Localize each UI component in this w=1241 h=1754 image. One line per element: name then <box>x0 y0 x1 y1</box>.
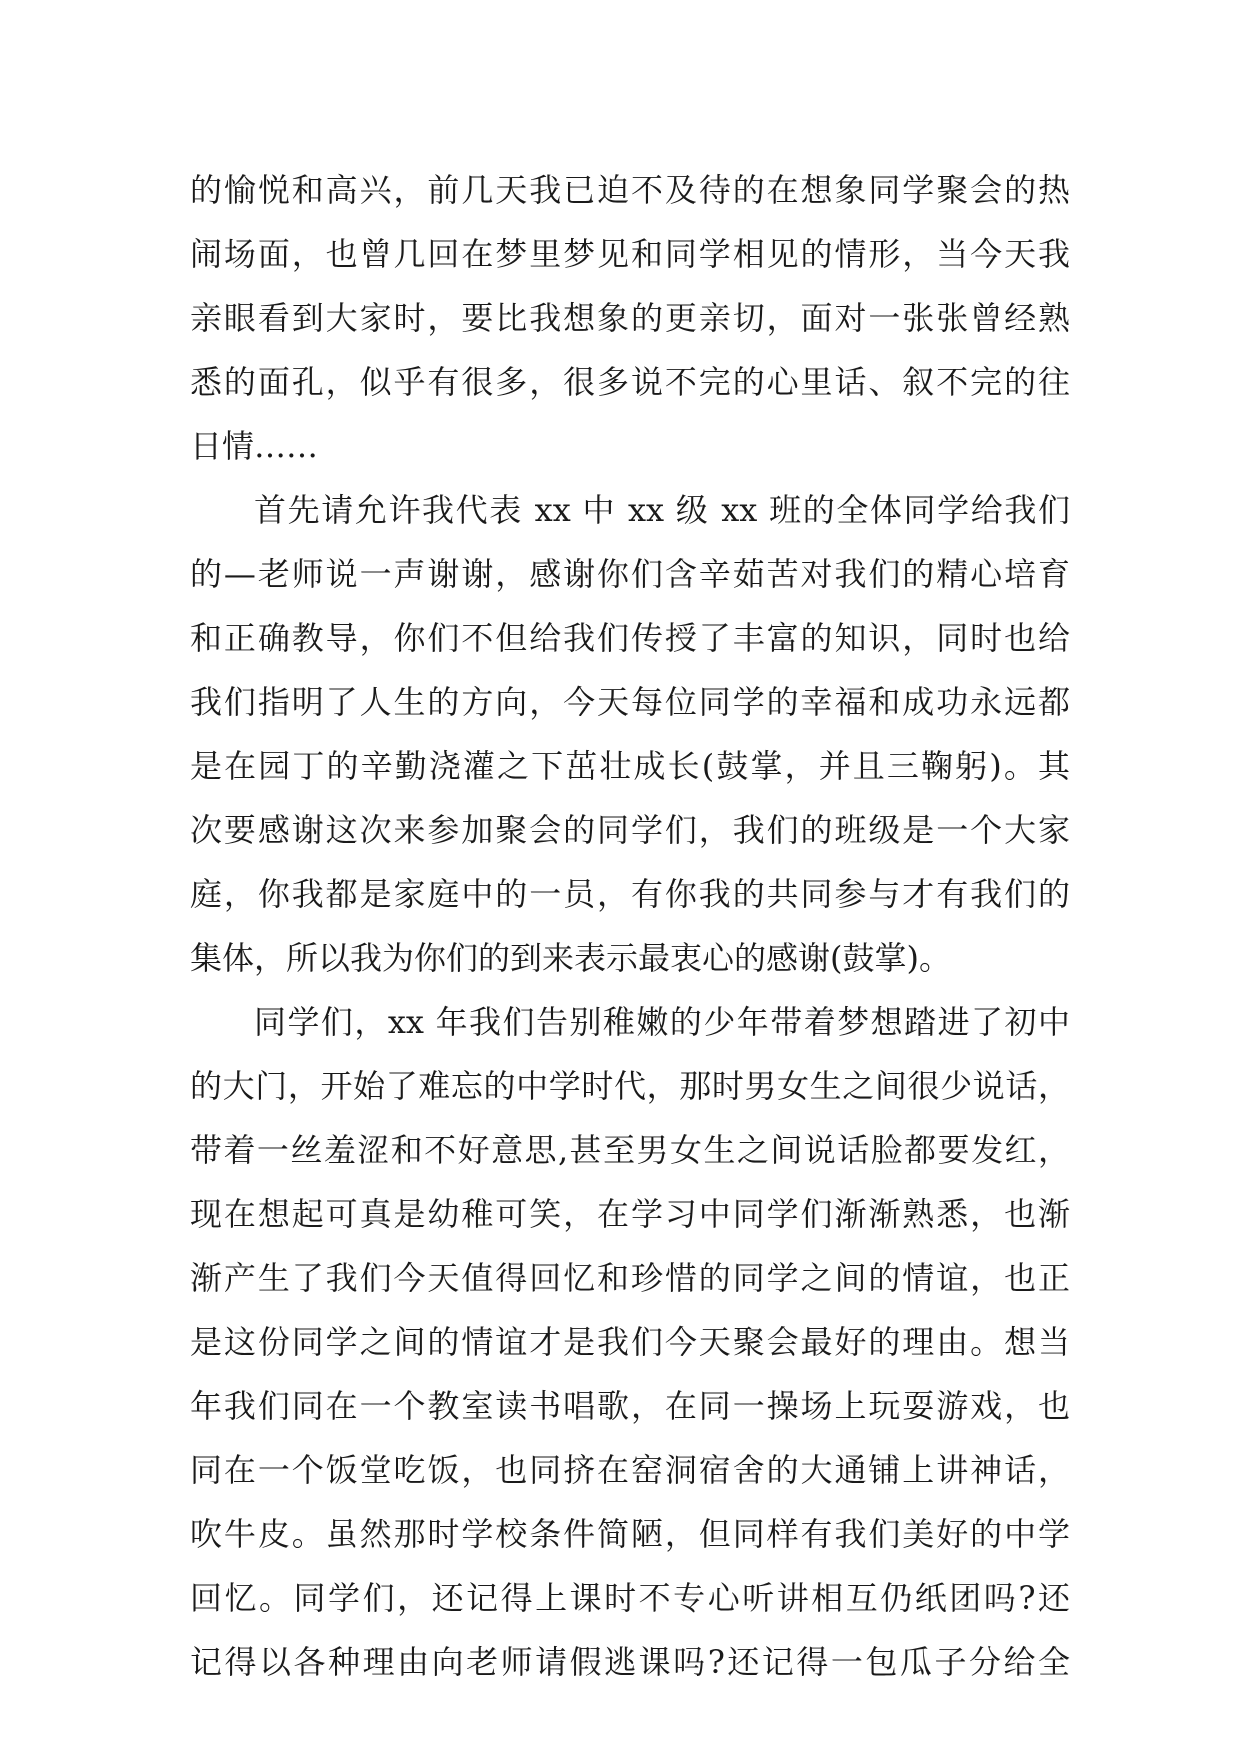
document-body <box>190 158 1070 1694</box>
text-line: 同学们，xx 年我们告别稚嫩的少年带着梦想踏进了初中 <box>254 1003 1070 1041</box>
text-line: 同在一个饭堂吃饭，也同挤在窑洞宿舍的大通铺上讲神话， <box>190 1451 1070 1489</box>
text-line: 和正确教导，你们不但给我们传授了丰富的知识，同时也给 <box>190 619 1070 657</box>
text-line: 日情…… <box>190 427 319 465</box>
paragraph-1 <box>190 158 1070 478</box>
text-line: 回忆。同学们，还记得上课时不专心听讲相互仍纸团吗?还 <box>190 1579 1070 1617</box>
text-line: 是在园丁的辛勤浇灌之下茁壮成长(鼓掌，并且三鞠躬)。其 <box>190 747 1070 785</box>
text-line: 是这份同学之间的情谊才是我们今天聚会最好的理由。想当 <box>190 1323 1070 1361</box>
paragraph-3 <box>190 990 1070 1694</box>
text-line: 集体，所以我为你们的到来表示最衷心的感谢(鼓掌)。 <box>190 939 951 977</box>
text-line: 的大门，开始了难忘的中学时代，那时男女生之间很少说话， <box>190 1067 1070 1105</box>
text-line: 带着一丝羞涩和不好意思,甚至男女生之间说话脸都要发红， <box>190 1131 1070 1169</box>
text-line: 吹牛皮。虽然那时学校条件简陋，但同样有我们美好的中学 <box>190 1515 1070 1553</box>
text-line: 闹场面，也曾几回在梦里梦见和同学相见的情形，当今天我 <box>190 235 1070 273</box>
text-line: 渐产生了我们今天值得回忆和珍惜的同学之间的情谊，也正 <box>190 1259 1070 1297</box>
paragraph-2 <box>190 478 1070 990</box>
text-line: 的愉悦和高兴，前几天我已迫不及待的在想象同学聚会的热 <box>190 171 1070 209</box>
text-line: 次要感谢这次来参加聚会的同学们，我们的班级是一个大家 <box>190 811 1070 849</box>
text-line: 现在想起可真是幼稚可笑，在学习中同学们渐渐熟悉，也渐 <box>190 1195 1070 1233</box>
text-line: 我们指明了人生的方向，今天每位同学的幸福和成功永远都 <box>190 683 1070 721</box>
text-line: 悉的面孔，似乎有很多，很多说不完的心里话、叙不完的往 <box>190 363 1070 401</box>
text-line: 庭，你我都是家庭中的一员，有你我的共同参与才有我们的 <box>190 875 1070 913</box>
text-line: 亲眼看到大家时，要比我想象的更亲切，面对一张张曾经熟 <box>190 299 1070 337</box>
text-line: 首先请允许我代表 xx 中 xx 级 xx 班的全体同学给我们 <box>254 491 1070 529</box>
text-line: 年我们同在一个教室读书唱歌，在同一操场上玩耍游戏，也 <box>190 1387 1070 1425</box>
text-line: 的—老师说一声谢谢，感谢你们含辛茹苦对我们的精心培育 <box>190 555 1070 593</box>
text-line: 记得以各种理由向老师请假逃课吗?还记得一包瓜子分给全 <box>190 1643 1070 1681</box>
